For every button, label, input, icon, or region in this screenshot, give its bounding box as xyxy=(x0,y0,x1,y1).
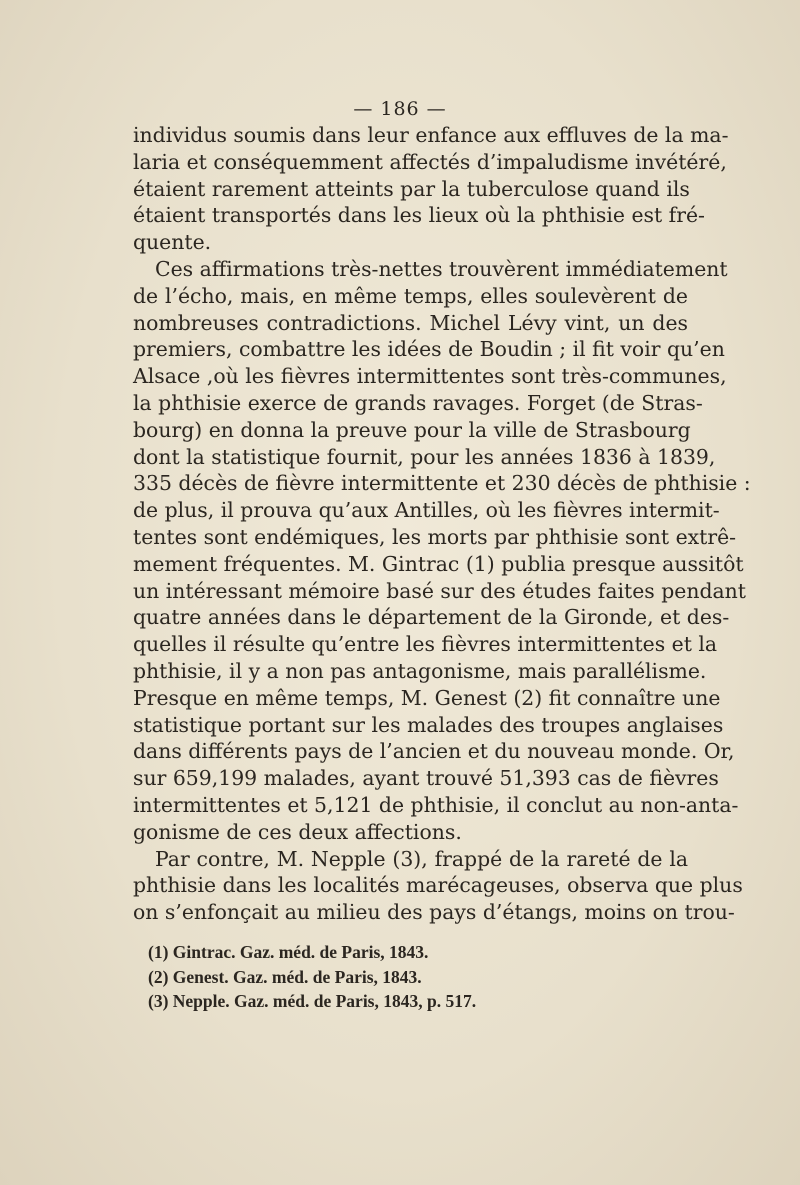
text-line: phthisie dans les localités marécageuses, observa que plus xyxy=(133,873,743,898)
text-line: bourg) en donna la preuve pour la ville de Strasbourg xyxy=(133,417,691,442)
text-line: 335 décès de fièvre intermittente et 230 décès de phthisie : xyxy=(133,471,751,496)
text-line: laria et conséquemment affectés d’impaludisme invétéré, xyxy=(133,149,727,174)
text-line: étaient rarement atteints par la tuberculose quand ils xyxy=(133,176,690,201)
text-line: premiers, combattre les idées de Boudin ; il fit voir qu’en xyxy=(133,337,725,362)
text-line: individus soumis dans leur enfance aux effluves de la ma- xyxy=(133,123,729,147)
footnote: (2) Genest. Gaz. méd. de Paris, 1843. xyxy=(148,966,422,987)
text-line: étaient transportés dans les lieux où la phthisie est fré- xyxy=(133,203,705,228)
text-line: intermittentes et 5,121 de phthisie, il conclut au non-anta- xyxy=(133,792,739,817)
text-line: nombreuses contradictions. Michel Lévy vint, un des xyxy=(133,310,688,335)
text-line: tentes sont endémiques, les morts par phthisie sont extrê- xyxy=(133,524,737,549)
footnote: (3) Nepple. Gaz. méd. de Paris, 1843, p. 517. xyxy=(148,991,477,1011)
text-line: quelles il résulte qu’entre les fièvres intermittentes et la xyxy=(133,632,718,657)
text-line: la phthisie exerce de grands ravages. Forget (de Stras- xyxy=(133,390,703,415)
text-line: on s’enfonçait au milieu des pays d’étangs, moins on trou- xyxy=(133,900,735,925)
text-line: Ces affirmations très-nettes trouvèrent immédiatement xyxy=(155,256,728,281)
text-line: mement fréquentes. M. Gintrac (1) publia presque aussitôt xyxy=(133,551,744,576)
text-line: dont la statistique fournit, pour les années 1836 à 1839, xyxy=(133,444,716,469)
text-line: Par contre, M. Nepple (3), frappé de la rareté de la xyxy=(155,846,688,871)
text-line: gonisme de ces deux affections. xyxy=(133,819,462,844)
text-line: Alsace ,où les fièvres intermittentes sont très-communes, xyxy=(133,364,727,389)
text-line: de l’écho, mais, en même temps, elles soulevèrent de xyxy=(133,283,688,308)
footnotes xyxy=(148,940,668,1014)
text-line: Presque en même temps, M. Genest (2) fit connaître une xyxy=(133,685,721,710)
text-line: dans différents pays de l’ancien et du nouveau monde. Or, xyxy=(133,739,735,764)
text-line: phthisie, il y a non pas antagonisme, mais parallélisme. xyxy=(133,658,707,683)
footnote: (1) Gintrac. Gaz. méd. de Paris, 1843. xyxy=(148,942,429,962)
text-line: de plus, il prouva qu’aux Antilles, où les fièvres intermit- xyxy=(133,498,720,523)
text-line: statistique portant sur les malades des troupes anglaises xyxy=(133,712,724,737)
text-line: quente. xyxy=(133,230,212,255)
page-number: — 186 — xyxy=(353,98,447,120)
text-line: quatre années dans le département de la Gironde, et des- xyxy=(133,605,730,630)
text-line: sur 659,199 malades, ayant trouvé 51,393 cas de fièvres xyxy=(133,766,719,791)
text-line: un intéressant mémoire basé sur des études faites pendant xyxy=(133,578,746,603)
body-text xyxy=(133,122,751,926)
